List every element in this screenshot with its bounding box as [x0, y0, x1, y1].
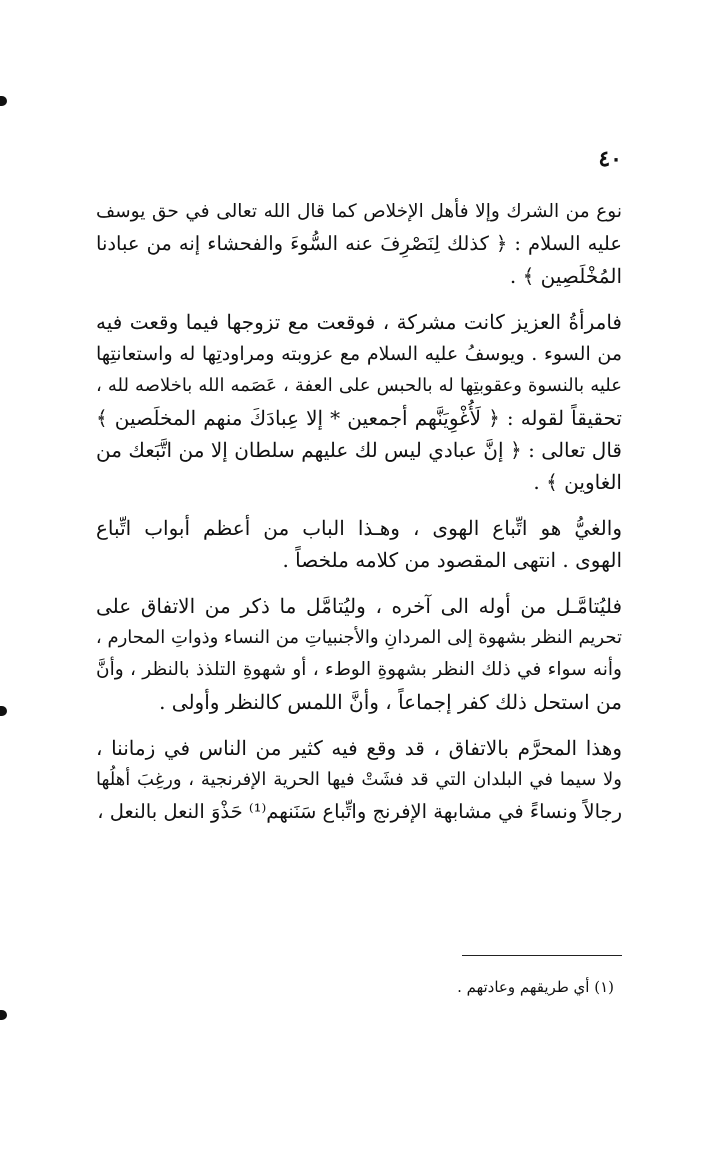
text-line: من السوء . ويوسفُ عليه السلام مع عزوبته ومراودتِها له واستعانتِها — [96, 343, 622, 365]
text-line: فامرأةُ العزيز كانت مشركة ، فوقعت مع تزوجها فيما وقعت فيه — [96, 310, 622, 334]
text-line: تحريم النظر بشهوة إلى المردانِ والأجنبياتِ من النساء وذواتِ المحارم ، — [95, 627, 622, 648]
paragraph — [96, 306, 622, 498]
page-number: ٤٠ — [598, 146, 622, 172]
text-line: الغاوين ﴾ . — [533, 470, 622, 494]
footnote: (١) أي طريقهم وعادتهم . — [457, 978, 614, 996]
text-line: تحقيقاً لقوله : ﴿ لَأُغْوِيَنَّهم أجمعين * إلا عِبادَكَ منهم المخلَصين ﴾ — [96, 406, 622, 430]
text-line: رجالاً ونساءً في مشابهة الإفرنج واتِّباع سَنَنهم⁽¹⁾ حَذْوَ النعل بالنعل ، — [97, 800, 622, 823]
text-line: فليُتامَّـل من أوله الى آخره ، وليُتامَّل ما ذكر من الاتفاق على — [96, 594, 622, 618]
text-line: نوع من الشرك وإلا فأهل الإخلاص كما قال الله تعالى في حق يوسف — [96, 201, 622, 222]
paragraph — [96, 732, 622, 828]
paragraph — [96, 590, 622, 718]
body-text — [96, 196, 622, 842]
text-line: والغيُّ هو اتِّباع الهوى ، وهـذا الباب من أعظم أبواب اتِّباع — [96, 516, 622, 540]
paragraph — [96, 512, 622, 576]
text-line: عليه السلام : ﴿ كذلك لِنَصْرِفَ عنه السُّوءَ والفحشاء إنه من عبادنا — [96, 232, 622, 255]
text-line: الهوى . انتهى المقصود من كلامه ملخصاً . — [282, 548, 622, 572]
text-line: قال تعالى : ﴿ إنَّ عبادي ليس لك عليهم سلطان إلا من اتَّبَعك من — [96, 438, 622, 462]
text-line: عليه بالنسوة وعقوبتِها له بالحبس على العفة ، عَصَمه الله باخلاصه لله ، — [96, 375, 622, 396]
scan-edge-mark-middle — [0, 706, 7, 716]
scan-edge-mark-bottom — [0, 1010, 7, 1020]
scan-edge-mark-top — [0, 96, 7, 106]
text-line: ولا سيما في البلدان التي قد فشَتْ فيها الحرية الإفرنجية ، ورغِبَ أهلُها — [96, 769, 622, 790]
text-line: المُخْلَصِين ﴾ . — [509, 264, 622, 288]
text-line: وأنه سواء في ذلك النظر بشهوةِ الوطء ، أو شهوةِ التلذذ بالنظر ، وأنَّ — [96, 659, 622, 680]
text-line: من استحل ذلك كفر إجماعاً ، وأنَّ اللمس كالنظر وأولى . — [159, 690, 622, 714]
text-line: وهذا المحرَّم بالاتفاق ، قد وقع فيه كثير من الناس في زماننا ، — [96, 736, 622, 760]
paragraph — [96, 196, 622, 292]
footnote-divider — [462, 955, 622, 956]
